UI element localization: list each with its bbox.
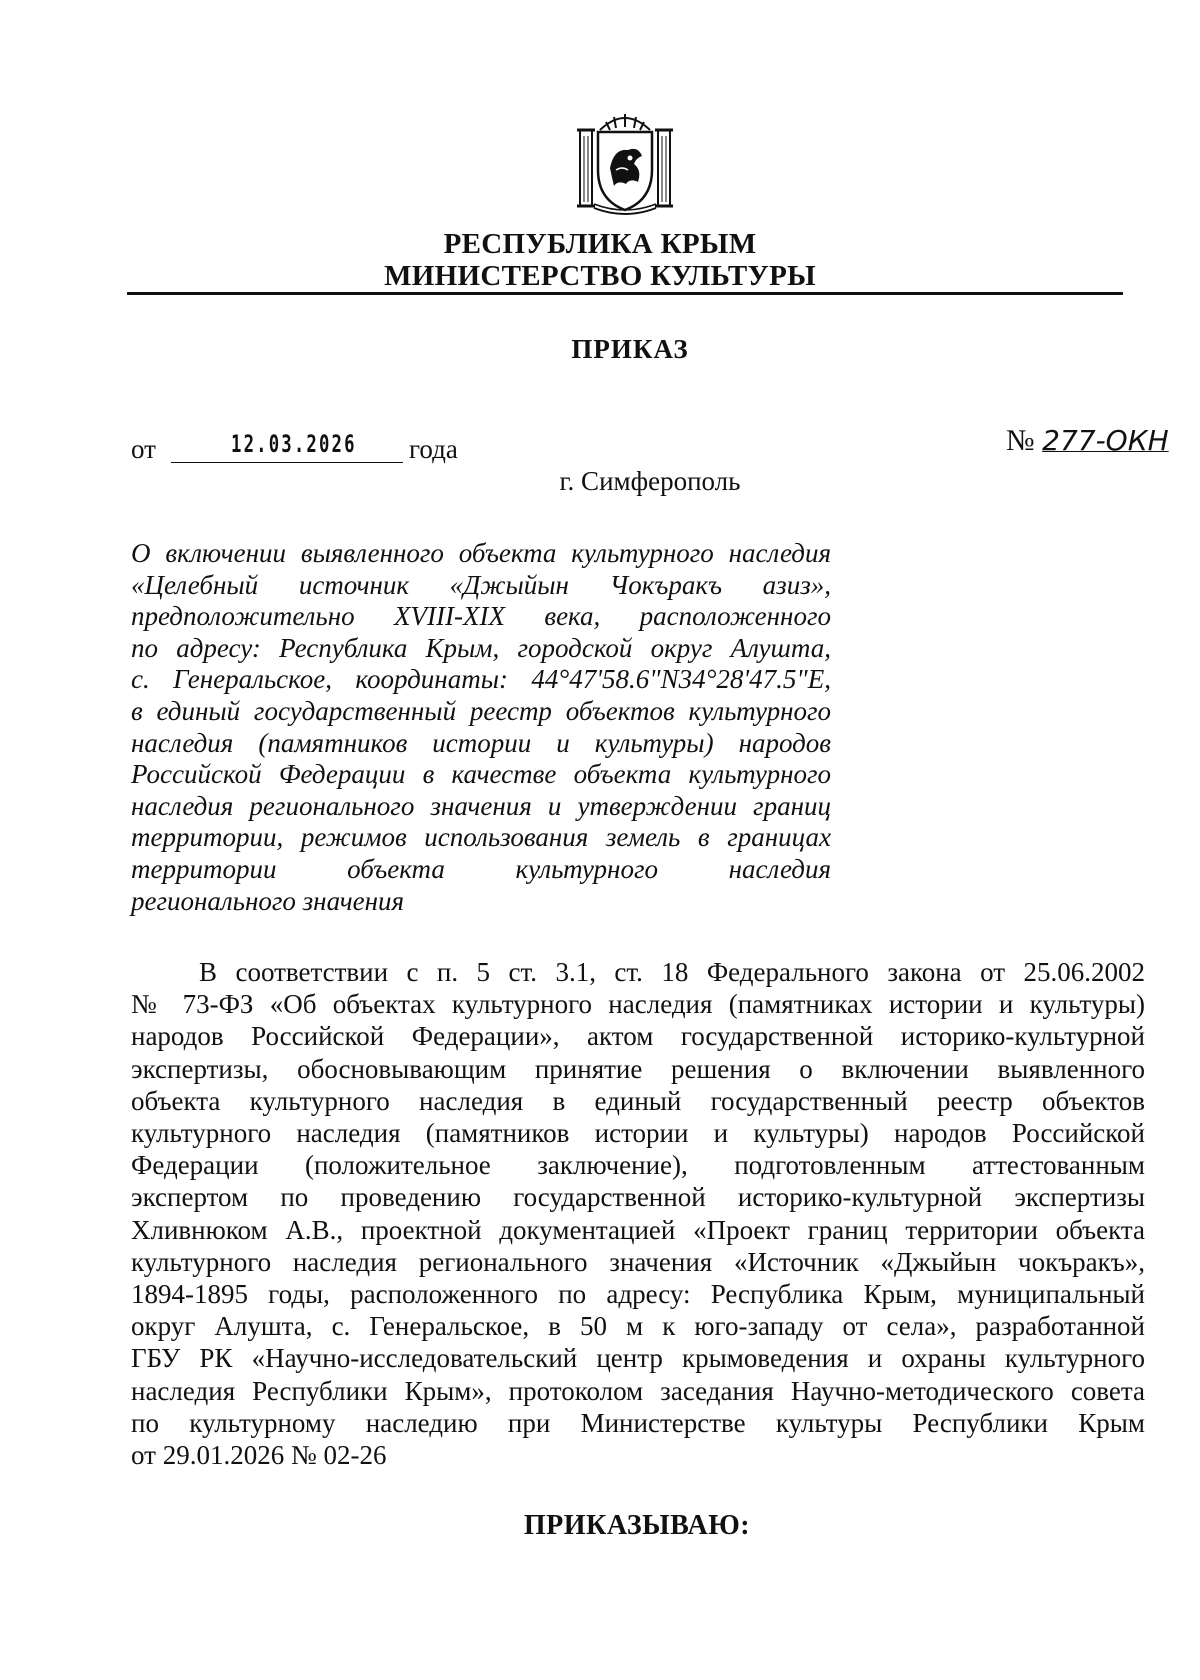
- subject-line: в единый государственный реестр объектов культурного: [131, 695, 831, 726]
- subject-line: с. Генеральское, координаты: 44°47'58.6"N34°28'47.5"E,: [131, 664, 831, 695]
- body-line: В соответствии с п. 5 ст. 3.1, ст. 18 Федерального закона от 25.06.2002: [199, 957, 1145, 987]
- body-line: культурного наследия (памятников истории и культуры) народов Российской: [131, 1118, 1145, 1149]
- body-line: объекта культурного наследия в единый государственный реестр объектов: [131, 1085, 1145, 1116]
- body-line: культурного наследия регионального значения «Источник «Джыйын чокъракъ»,: [131, 1246, 1145, 1277]
- date-suffix: года: [409, 434, 458, 464]
- body-line: от 29.01.2026 № 02-26: [131, 1440, 387, 1471]
- body-line: экспертом по проведению государственной историко-культурной экспертизы: [131, 1182, 1145, 1213]
- body-line: по культурному наследию при Министерстве культуры Республики Крым: [131, 1407, 1145, 1438]
- ministry-title: МИНИСТЕРСТВО КУЛЬТУРЫ: [384, 260, 816, 292]
- number-sign: №: [1006, 424, 1035, 457]
- body-line: округ Алушта, с. Генеральское, в 50 м к юго-западу от села», разработанной: [131, 1311, 1145, 1342]
- decree-heading: ПРИКАЗЫВАЮ:: [523, 1510, 751, 1541]
- body-line: Хливнюком А.В., проектной документацией «Проект границ территории объекта: [131, 1214, 1145, 1245]
- body-line: 1894-1895 годы, расположенного по адресу: Республика Крым, муниципальный: [131, 1279, 1145, 1310]
- republic-title: РЕСПУБЛИКА КРЫМ: [443, 228, 757, 260]
- subject-line: Российской Федерации в качестве объекта культурного: [131, 759, 831, 790]
- date-stamp: 12.03.2026: [231, 430, 357, 458]
- body-line: ГБУ РК «Научно-исследовательский центр крымоведения и охраны культурного: [131, 1343, 1145, 1374]
- order-title: ПРИКАЗ: [571, 334, 689, 364]
- body-line: экспертизы, обосновывающим принятие решения о включении выявленного: [131, 1053, 1145, 1084]
- date-prefix: от: [131, 434, 156, 464]
- body-line: народов Российской Федерации», актом государственной историко-культурной: [131, 1021, 1145, 1052]
- number-value: 277-ОКН: [1042, 424, 1169, 457]
- body-line: № 73-ФЗ «Об объектах культурного наследия (памятниках истории и культуры): [131, 989, 1145, 1020]
- body-line: наследия Республики Крым», протоколом заседания Научно-методического совета: [131, 1375, 1145, 1406]
- body-line: Федерации (положительное заключение), подготовленным аттестованным: [131, 1150, 1145, 1181]
- subject-line: предположительно XVIII-XIX века, расположенного: [131, 601, 831, 632]
- order-number: [1006, 424, 1169, 458]
- subject-line: территории, режимов использования земель в границах: [131, 822, 831, 853]
- subject-line: по адресу: Республика Крым, городской округ Алушта,: [131, 632, 831, 663]
- subject-line: наследия (памятников истории и культуры) народов: [131, 727, 831, 758]
- city-line: г. Симферополь: [559, 466, 741, 496]
- subject-line: «Целебный источник «Джыйын Чокъракъ азиз»,: [131, 569, 831, 600]
- order-subject: [131, 538, 831, 917]
- crimea-coat-of-arms-icon: [572, 108, 678, 216]
- date-underline: [171, 462, 403, 463]
- header-divider: [127, 292, 1123, 295]
- subject-line: О включении выявленного объекта культурного наследия: [131, 538, 831, 568]
- subject-line: территории объекта культурного наследия: [131, 853, 831, 884]
- subject-line: регионального значения: [131, 885, 405, 916]
- order-preamble: [131, 956, 1145, 1471]
- subject-line: наследия регионального значения и утверждении границ: [131, 790, 831, 821]
